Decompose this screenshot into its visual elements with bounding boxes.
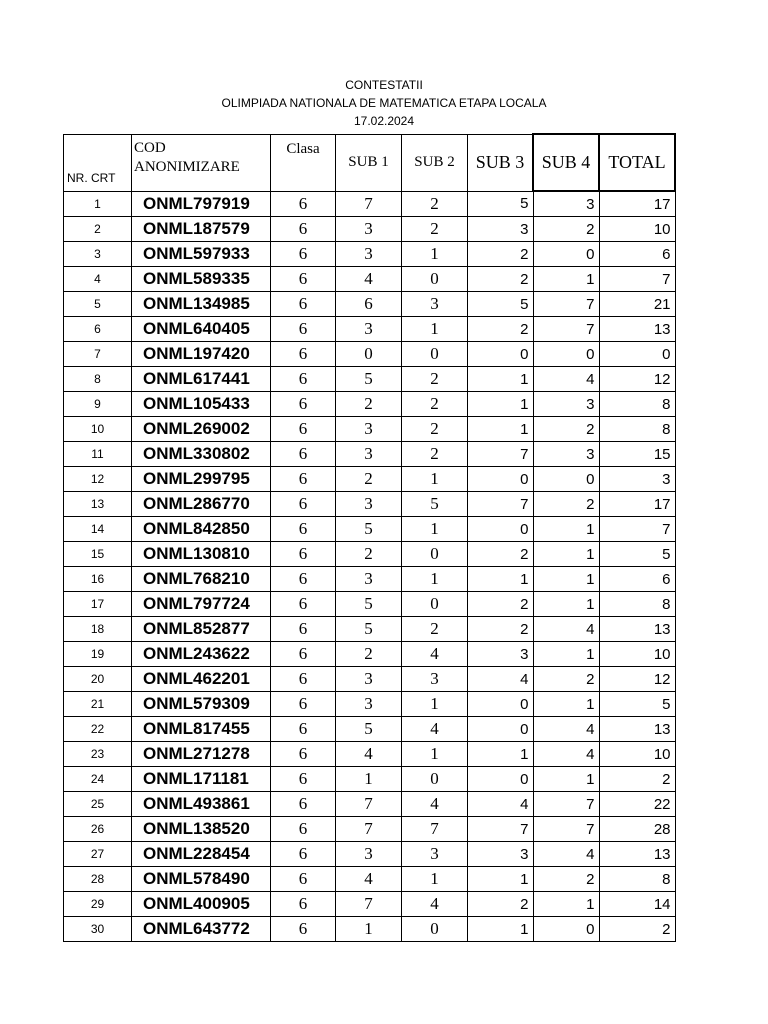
cell-sub4: 0: [533, 242, 599, 267]
cell-sub4: 1: [533, 892, 599, 917]
cell-total: 10: [599, 742, 675, 767]
cell-sub3: 1: [468, 917, 534, 942]
table-header: [64, 134, 676, 191]
cell-sub4: 1: [533, 692, 599, 717]
cell-cod-anonimizare: ONML271278: [132, 742, 271, 767]
cell-sub4: 2: [533, 667, 599, 692]
cell-clasa: 6: [271, 917, 336, 942]
cell-sub1: 2: [336, 392, 402, 417]
cell-clasa: 6: [271, 542, 336, 567]
cell-sub3: 0: [468, 767, 534, 792]
cell-sub1: 3: [336, 492, 402, 517]
cell-cod-anonimizare: ONML640405: [132, 317, 271, 342]
table-body: [64, 191, 676, 942]
cell-sub1: 3: [336, 317, 402, 342]
cell-sub1: 7: [336, 792, 402, 817]
cell-sub4: 4: [533, 742, 599, 767]
cell-sub2: 2: [402, 191, 468, 217]
cell-sub2: 0: [402, 917, 468, 942]
cell-cod-anonimizare: ONML493861: [132, 792, 271, 817]
cell-nr-crt: 16: [64, 567, 132, 592]
cell-sub4: 1: [533, 592, 599, 617]
document-title: CONTESTATII: [345, 78, 423, 92]
cell-sub1: 1: [336, 767, 402, 792]
cell-sub3: 0: [468, 467, 534, 492]
cell-cod-anonimizare: ONML400905: [132, 892, 271, 917]
cell-sub3: 1: [468, 867, 534, 892]
cell-nr-crt: 18: [64, 617, 132, 642]
cell-cod-anonimizare: ONML228454: [132, 842, 271, 867]
cell-nr-crt: 17: [64, 592, 132, 617]
cell-sub2: 4: [402, 892, 468, 917]
cell-total: 6: [599, 242, 675, 267]
cell-sub2: 0: [402, 767, 468, 792]
cell-sub4: 2: [533, 867, 599, 892]
cell-clasa: 6: [271, 342, 336, 367]
cell-sub2: 1: [402, 517, 468, 542]
cell-cod-anonimizare: ONML842850: [132, 517, 271, 542]
cell-clasa: 6: [271, 317, 336, 342]
table-row: [64, 792, 676, 817]
cell-sub2: 4: [402, 792, 468, 817]
table-row: [64, 717, 676, 742]
cell-sub1: 2: [336, 642, 402, 667]
cell-total: 8: [599, 392, 675, 417]
cell-sub3: 2: [468, 592, 534, 617]
header-cod-anonimizare: [132, 134, 271, 191]
cell-sub4: 1: [533, 767, 599, 792]
cell-sub3: 0: [468, 717, 534, 742]
table-row: [64, 542, 676, 567]
cell-cod-anonimizare: ONML243622: [132, 642, 271, 667]
cell-sub3: 1: [468, 367, 534, 392]
cell-cod-anonimizare: ONML817455: [132, 717, 271, 742]
cell-total: 13: [599, 717, 675, 742]
cell-sub4: 1: [533, 267, 599, 292]
table-row: [64, 442, 676, 467]
cell-sub3: 2: [468, 892, 534, 917]
cell-total: 22: [599, 792, 675, 817]
cell-sub3: 5: [468, 292, 534, 317]
cell-nr-crt: 19: [64, 642, 132, 667]
table-row: [64, 467, 676, 492]
cell-sub3: 5: [468, 191, 534, 217]
cell-sub3: 1: [468, 417, 534, 442]
cell-total: 10: [599, 642, 675, 667]
cell-cod-anonimizare: ONML187579: [132, 217, 271, 242]
cell-sub1: 7: [336, 191, 402, 217]
cell-sub3: 7: [468, 817, 534, 842]
cell-sub1: 3: [336, 417, 402, 442]
table-row: [64, 742, 676, 767]
header-total: TOTAL: [599, 134, 675, 191]
cell-total: 13: [599, 842, 675, 867]
cell-cod-anonimizare: ONML852877: [132, 617, 271, 642]
cell-total: 8: [599, 867, 675, 892]
cell-sub3: 1: [468, 742, 534, 767]
cell-nr-crt: 27: [64, 842, 132, 867]
cell-total: 2: [599, 767, 675, 792]
cell-cod-anonimizare: ONML330802: [132, 442, 271, 467]
cell-sub3: 2: [468, 542, 534, 567]
table-row: [64, 317, 676, 342]
header-row: [64, 134, 676, 191]
cell-cod-anonimizare: ONML138520: [132, 817, 271, 842]
cell-sub1: 3: [336, 667, 402, 692]
results-table: [63, 133, 676, 942]
cell-total: 21: [599, 292, 675, 317]
cell-nr-crt: 7: [64, 342, 132, 367]
cell-sub3: 0: [468, 517, 534, 542]
cell-sub4: 0: [533, 917, 599, 942]
cell-sub1: 2: [336, 467, 402, 492]
cell-sub2: 0: [402, 592, 468, 617]
cell-nr-crt: 30: [64, 917, 132, 942]
table-row: [64, 191, 676, 217]
cell-clasa: 6: [271, 792, 336, 817]
cell-sub2: 7: [402, 817, 468, 842]
cell-total: 12: [599, 667, 675, 692]
cell-sub3: 7: [468, 492, 534, 517]
header-sub1: SUB 1: [336, 134, 402, 191]
cell-sub4: 2: [533, 417, 599, 442]
cell-clasa: 6: [271, 892, 336, 917]
header-sub4: SUB 4: [533, 134, 599, 191]
cell-sub4: 4: [533, 367, 599, 392]
cell-cod-anonimizare: ONML299795: [132, 467, 271, 492]
cell-clasa: 6: [271, 817, 336, 842]
cell-sub2: 2: [402, 617, 468, 642]
cell-sub2: 3: [402, 292, 468, 317]
cell-total: 3: [599, 467, 675, 492]
cell-total: 14: [599, 892, 675, 917]
cell-cod-anonimizare: ONML578490: [132, 867, 271, 892]
cell-nr-crt: 4: [64, 267, 132, 292]
cell-sub2: 2: [402, 367, 468, 392]
cell-sub1: 5: [336, 517, 402, 542]
cell-clasa: 6: [271, 567, 336, 592]
cell-sub3: 2: [468, 617, 534, 642]
cell-total: 17: [599, 191, 675, 217]
cell-cod-anonimizare: ONML797724: [132, 592, 271, 617]
cell-nr-crt: 10: [64, 417, 132, 442]
cell-total: 8: [599, 592, 675, 617]
header-cod-line1: COD: [134, 139, 166, 156]
cell-sub1: 4: [336, 742, 402, 767]
cell-sub3: 0: [468, 692, 534, 717]
cell-total: 13: [599, 617, 675, 642]
cell-sub4: 7: [533, 317, 599, 342]
cell-sub3: 4: [468, 667, 534, 692]
cell-cod-anonimizare: ONML643772: [132, 917, 271, 942]
cell-sub1: 3: [336, 217, 402, 242]
cell-sub1: 5: [336, 717, 402, 742]
header-nr-crt: NR. CRT: [64, 134, 132, 191]
cell-cod-anonimizare: ONML462201: [132, 667, 271, 692]
cell-sub2: 4: [402, 717, 468, 742]
cell-clasa: 6: [271, 642, 336, 667]
table-row: [64, 492, 676, 517]
cell-cod-anonimizare: ONML797919: [132, 191, 271, 217]
cell-sub4: 1: [533, 542, 599, 567]
cell-sub4: 1: [533, 567, 599, 592]
cell-total: 15: [599, 442, 675, 467]
cell-nr-crt: 29: [64, 892, 132, 917]
cell-cod-anonimizare: ONML134985: [132, 292, 271, 317]
cell-nr-crt: 13: [64, 492, 132, 517]
cell-total: 2: [599, 917, 675, 942]
cell-nr-crt: 25: [64, 792, 132, 817]
cell-sub3: 2: [468, 317, 534, 342]
cell-total: 7: [599, 267, 675, 292]
cell-nr-crt: 14: [64, 517, 132, 542]
cell-sub4: 3: [533, 191, 599, 217]
cell-sub2: 2: [402, 217, 468, 242]
cell-nr-crt: 12: [64, 467, 132, 492]
table-row: [64, 667, 676, 692]
table-row: [64, 892, 676, 917]
cell-total: 8: [599, 417, 675, 442]
cell-nr-crt: 21: [64, 692, 132, 717]
table-row: [64, 567, 676, 592]
cell-clasa: 6: [271, 692, 336, 717]
cell-sub1: 2: [336, 542, 402, 567]
cell-nr-crt: 28: [64, 867, 132, 892]
table-row: [64, 392, 676, 417]
cell-nr-crt: 15: [64, 542, 132, 567]
cell-cod-anonimizare: ONML768210: [132, 567, 271, 592]
cell-sub4: 0: [533, 342, 599, 367]
cell-clasa: 6: [271, 242, 336, 267]
cell-sub1: 7: [336, 817, 402, 842]
cell-sub4: 3: [533, 392, 599, 417]
cell-nr-crt: 23: [64, 742, 132, 767]
cell-nr-crt: 5: [64, 292, 132, 317]
cell-total: 7: [599, 517, 675, 542]
cell-sub3: 2: [468, 242, 534, 267]
document-subtitle: OLIMPIADA NATIONALA DE MATEMATICA ETAPA LOCALA: [221, 96, 547, 110]
cell-sub2: 1: [402, 467, 468, 492]
cell-sub2: 1: [402, 242, 468, 267]
cell-nr-crt: 22: [64, 717, 132, 742]
cell-sub2: 3: [402, 842, 468, 867]
cell-sub4: 4: [533, 617, 599, 642]
table-row: [64, 767, 676, 792]
cell-clasa: 6: [271, 267, 336, 292]
cell-clasa: 6: [271, 767, 336, 792]
cell-cod-anonimizare: ONML197420: [132, 342, 271, 367]
cell-sub3: 4: [468, 792, 534, 817]
header-sub2: SUB 2: [402, 134, 468, 191]
cell-nr-crt: 6: [64, 317, 132, 342]
cell-nr-crt: 24: [64, 767, 132, 792]
cell-clasa: 6: [271, 867, 336, 892]
cell-sub1: 5: [336, 592, 402, 617]
cell-total: 12: [599, 367, 675, 392]
cell-sub4: 4: [533, 717, 599, 742]
cell-sub3: 7: [468, 442, 534, 467]
cell-cod-anonimizare: ONML579309: [132, 692, 271, 717]
cell-clasa: 6: [271, 191, 336, 217]
cell-sub2: 3: [402, 667, 468, 692]
header-clasa: Clasa: [271, 134, 336, 191]
cell-nr-crt: 1: [64, 191, 132, 217]
cell-sub1: 5: [336, 617, 402, 642]
cell-total: 5: [599, 542, 675, 567]
cell-clasa: 6: [271, 842, 336, 867]
table-row: [64, 517, 676, 542]
cell-nr-crt: 9: [64, 392, 132, 417]
table-row: [64, 292, 676, 317]
cell-nr-crt: 20: [64, 667, 132, 692]
cell-sub1: 3: [336, 567, 402, 592]
cell-clasa: 6: [271, 292, 336, 317]
cell-sub2: 1: [402, 567, 468, 592]
cell-clasa: 6: [271, 492, 336, 517]
cell-clasa: 6: [271, 592, 336, 617]
cell-sub2: 2: [402, 392, 468, 417]
table-row: [64, 842, 676, 867]
cell-sub4: 1: [533, 642, 599, 667]
cell-cod-anonimizare: ONML171181: [132, 767, 271, 792]
table-row: [64, 692, 676, 717]
cell-sub2: 2: [402, 417, 468, 442]
cell-total: 17: [599, 492, 675, 517]
cell-sub3: 3: [468, 642, 534, 667]
cell-total: 13: [599, 317, 675, 342]
table-row: [64, 367, 676, 392]
cell-cod-anonimizare: ONML597933: [132, 242, 271, 267]
header-cod-line2: ANONIMIZARE: [134, 158, 240, 175]
table-row: [64, 917, 676, 942]
cell-sub3: 0: [468, 342, 534, 367]
cell-total: 5: [599, 692, 675, 717]
cell-sub4: 3: [533, 442, 599, 467]
table-row: [64, 592, 676, 617]
cell-sub2: 4: [402, 642, 468, 667]
cell-clasa: 6: [271, 217, 336, 242]
cell-sub4: 0: [533, 467, 599, 492]
cell-sub2: 1: [402, 867, 468, 892]
cell-clasa: 6: [271, 617, 336, 642]
cell-sub2: 1: [402, 742, 468, 767]
table-row: [64, 217, 676, 242]
cell-clasa: 6: [271, 517, 336, 542]
cell-total: 28: [599, 817, 675, 842]
cell-sub4: 4: [533, 842, 599, 867]
cell-nr-crt: 8: [64, 367, 132, 392]
cell-clasa: 6: [271, 667, 336, 692]
cell-sub1: 6: [336, 292, 402, 317]
cell-sub1: 5: [336, 367, 402, 392]
cell-sub2: 1: [402, 317, 468, 342]
cell-cod-anonimizare: ONML617441: [132, 367, 271, 392]
cell-sub3: 1: [468, 392, 534, 417]
cell-clasa: 6: [271, 392, 336, 417]
cell-sub2: 0: [402, 542, 468, 567]
cell-sub4: 7: [533, 292, 599, 317]
cell-sub1: 1: [336, 917, 402, 942]
cell-clasa: 6: [271, 367, 336, 392]
cell-sub1: 4: [336, 267, 402, 292]
cell-sub2: 0: [402, 342, 468, 367]
cell-sub4: 7: [533, 817, 599, 842]
table-row: [64, 417, 676, 442]
cell-sub2: 1: [402, 692, 468, 717]
cell-clasa: 6: [271, 417, 336, 442]
table-row: [64, 342, 676, 367]
cell-sub4: 2: [533, 217, 599, 242]
cell-sub1: 3: [336, 242, 402, 267]
cell-total: 10: [599, 217, 675, 242]
cell-total: 6: [599, 567, 675, 592]
table-row: [64, 617, 676, 642]
cell-sub1: 0: [336, 342, 402, 367]
cell-cod-anonimizare: ONML105433: [132, 392, 271, 417]
cell-nr-crt: 26: [64, 817, 132, 842]
cell-clasa: 6: [271, 742, 336, 767]
header-sub3: SUB 3: [468, 134, 534, 191]
cell-nr-crt: 3: [64, 242, 132, 267]
table-row: [64, 642, 676, 667]
cell-sub3: 1: [468, 567, 534, 592]
cell-cod-anonimizare: ONML269002: [132, 417, 271, 442]
cell-cod-anonimizare: ONML286770: [132, 492, 271, 517]
document-date: 17.02.2024: [353, 114, 415, 128]
cell-sub1: 4: [336, 867, 402, 892]
cell-clasa: 6: [271, 717, 336, 742]
table-row: [64, 867, 676, 892]
cell-sub4: 1: [533, 517, 599, 542]
cell-sub2: 0: [402, 267, 468, 292]
cell-sub2: 2: [402, 442, 468, 467]
cell-nr-crt: 2: [64, 217, 132, 242]
cell-sub1: 3: [336, 842, 402, 867]
cell-sub4: 2: [533, 492, 599, 517]
cell-sub3: 2: [468, 267, 534, 292]
cell-sub3: 3: [468, 217, 534, 242]
table-row: [64, 242, 676, 267]
cell-clasa: 6: [271, 442, 336, 467]
cell-sub4: 7: [533, 792, 599, 817]
cell-sub2: 5: [402, 492, 468, 517]
table-row: [64, 267, 676, 292]
cell-cod-anonimizare: ONML589335: [132, 267, 271, 292]
cell-total: 0: [599, 342, 675, 367]
cell-cod-anonimizare: ONML130810: [132, 542, 271, 567]
cell-clasa: 6: [271, 467, 336, 492]
cell-nr-crt: 11: [64, 442, 132, 467]
cell-sub3: 3: [468, 842, 534, 867]
table-row: [64, 817, 676, 842]
cell-sub1: 3: [336, 692, 402, 717]
cell-sub1: 7: [336, 892, 402, 917]
cell-sub1: 3: [336, 442, 402, 467]
